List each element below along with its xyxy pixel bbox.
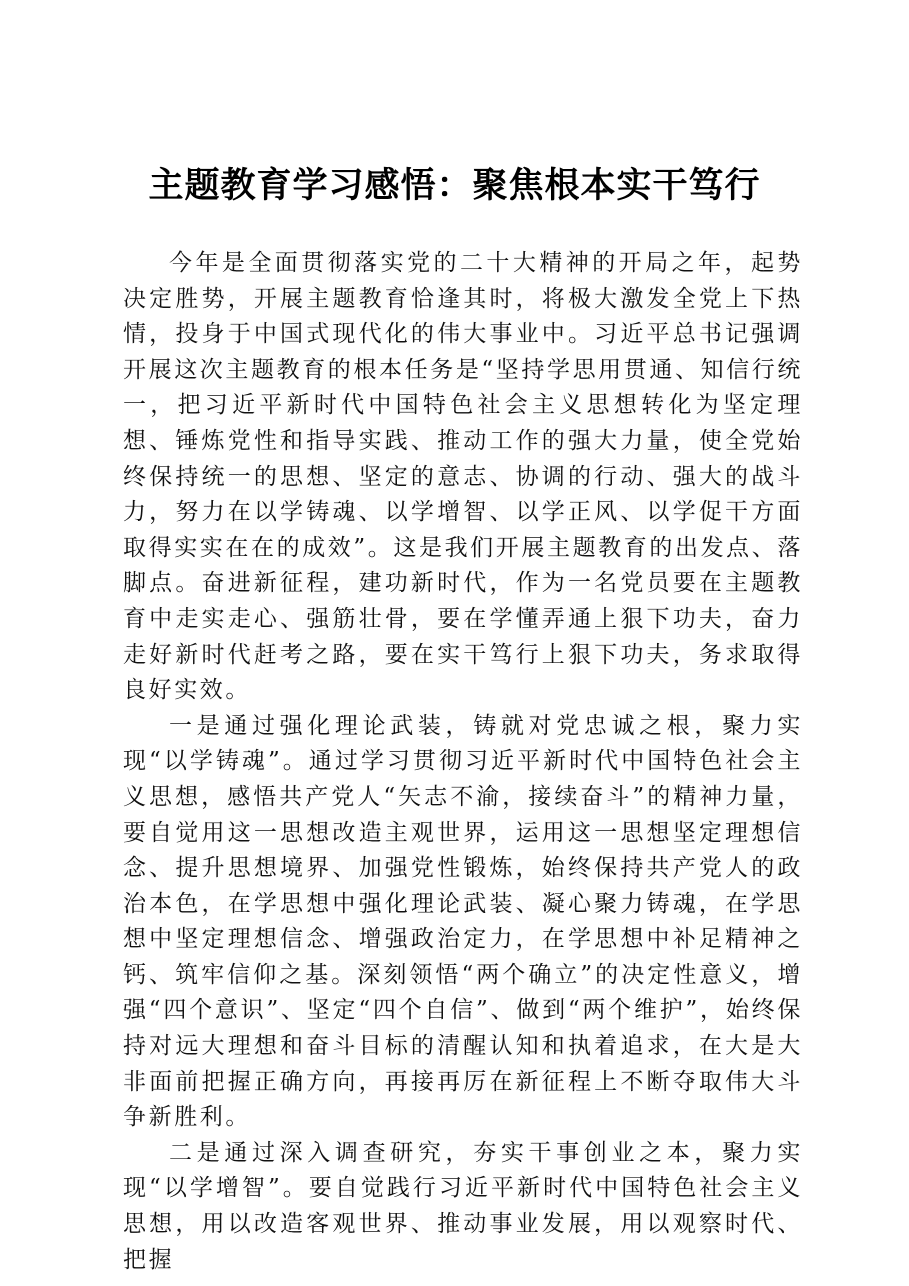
document-title: 主题教育学习感悟：聚焦根本实干笃行 xyxy=(148,165,761,206)
paragraph-intro: 今年是全面贯彻落实党的二十大精神的开局之年，起势决定胜势，开展主题教育恰逢其时，将极大激发全党上下热情，投身于中国式现代化的伟大事业中。习近平总书记强调开展这次主题教育的根本任务是“坚持学思用贯通、知信行统一，把习近平新时代中国特色社会主义思想转化为坚定理想、锤炼党性和指导实践、推动工作的强大力量，使全党始终保持统一的思想、坚定的意志、协调的行动、强大的战斗力，努力在以学铸魂、以学增智、以学正风、以学促干方面取得实实在在的成效”。这是我们开展主题教育的出发点、落脚点。奋进新征程，建功新时代，作为一名党员要在主题教育中走实走心、强筋壮骨，要在学懂弄通上狠下功夫，奋力走好新时代赶考之路，要在实干笃行上狠下功夫，务求取得良好实效。 xyxy=(123,250,803,704)
document-body xyxy=(123,246,803,1278)
paragraph-point-two: 二是通过深入调查研究，夯实干事创业之本，聚力实现“以学增智”。要自觉践行习近平新时代中国特色社会主义思想，用以改造客观世界、推动事业发展，用以观察时代、把握 xyxy=(123,1139,803,1273)
paragraph-point-one: 一是通过强化理论武装，铸就对党忠诚之根，聚力实现“以学铸魂”。通过学习贯彻习近平新时代中国特色社会主义思想，感悟共产党人“矢志不渝，接续奋斗”的精神力量，要自觉用这一思想改造主观世界，运用这一思想坚定理想信念、提升思想境界、加强党性锻炼，始终保持共产党人的政治本色，在学思想中强化理论武装、凝心聚力铸魂，在学思想中坚定理想信念、增强政治定力，在学思想中补足精神之钙、筑牢信仰之基。深刻领悟“两个确立”的决定性意义，增强“四个意识”、坚定“四个自信”、做到“两个维护”，始终保持对远大理想和奋斗目标的清醒认知和执着追求，在大是大非面前把握正确方向，再接再厉在新征程上不断夺取伟大斗争新胜利。 xyxy=(123,712,803,1131)
